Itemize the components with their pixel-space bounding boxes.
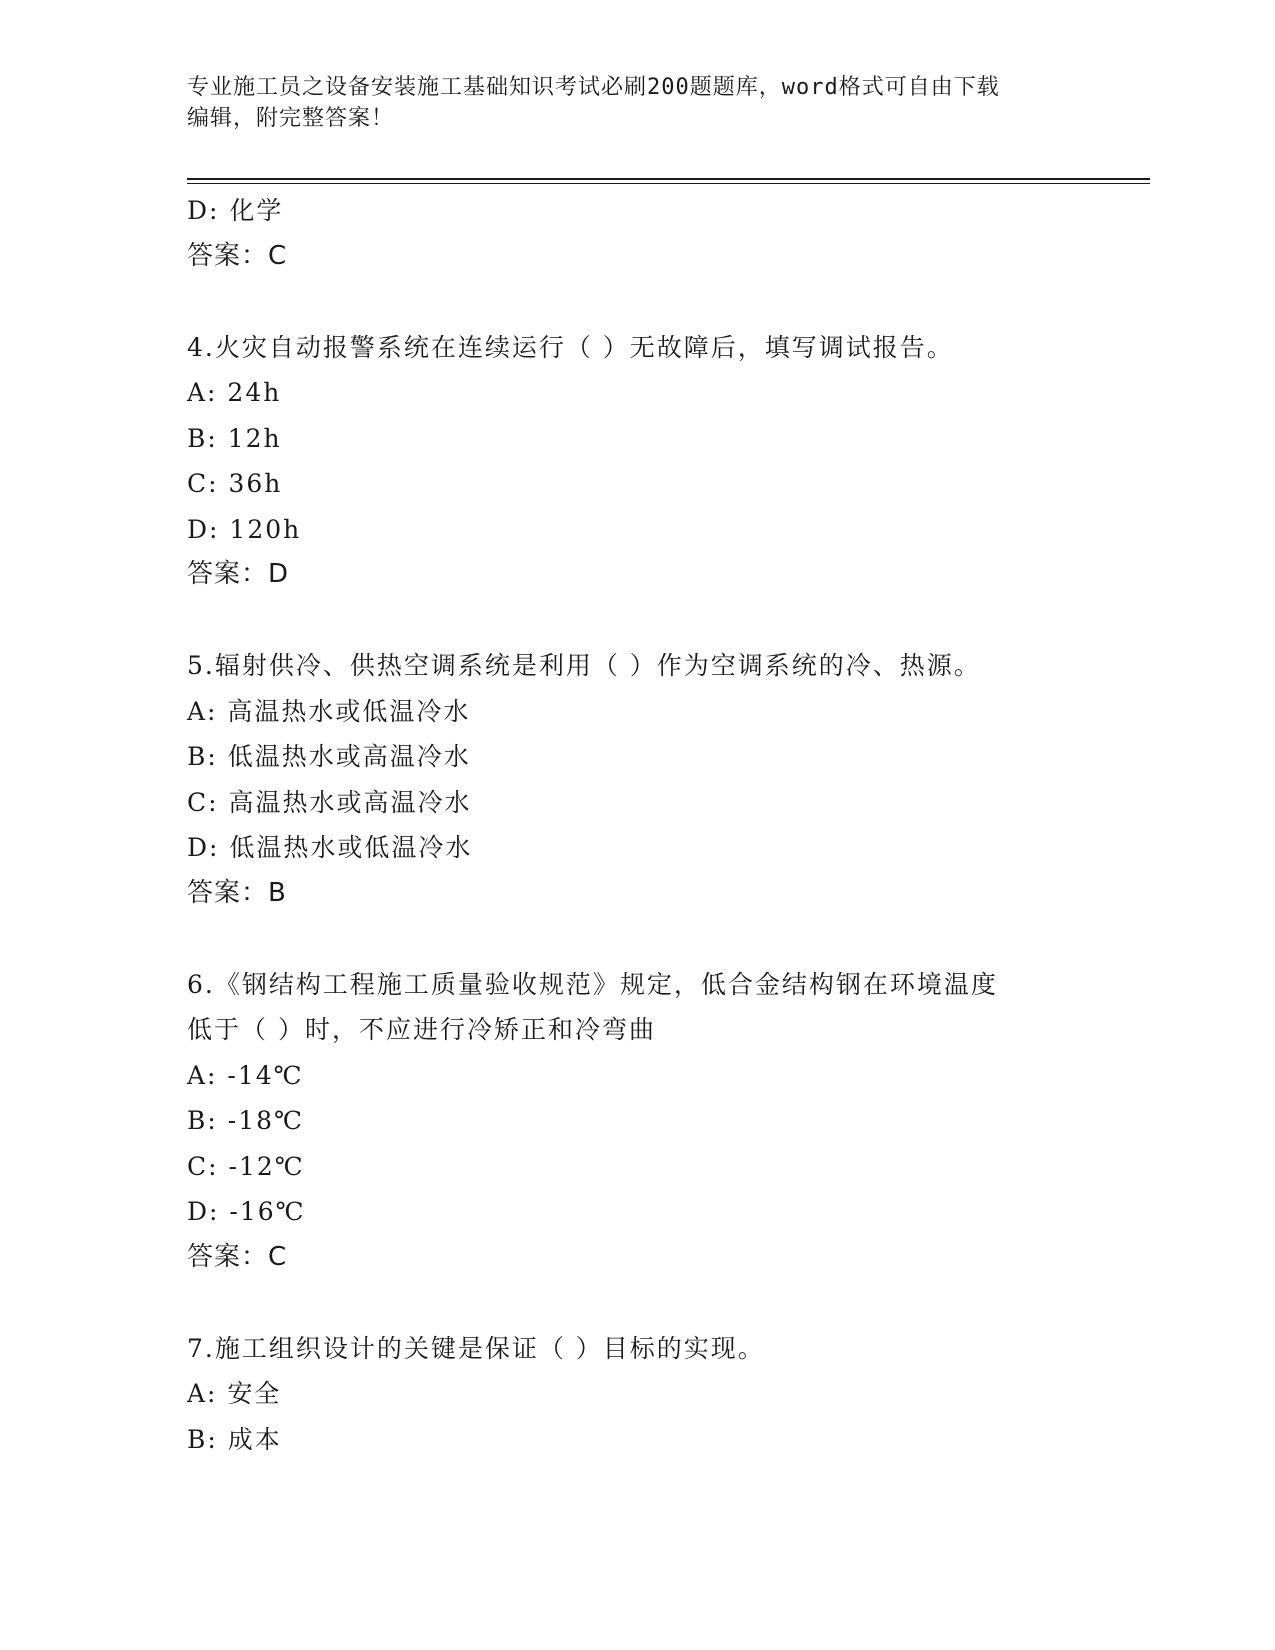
question-stem: 5.辐射供冷、供热空调系统是利用（ ）作为空调系统的冷、热源。	[187, 651, 981, 680]
option-b: B: 低温热水或高温冷水	[187, 742, 471, 771]
header-line-1: 专业施工员之设备安装施工基础知识考试必刷200题题库，word格式可自由下载	[187, 75, 1000, 100]
option-c: C: 36h	[187, 469, 283, 498]
header-divider-thick	[187, 178, 1150, 180]
document-header	[187, 72, 1067, 134]
spacer	[187, 598, 1087, 644]
option-b: B: 12h	[187, 423, 282, 453]
question-6	[187, 962, 1087, 1281]
header-line-2: 编辑，附完整答案！	[187, 106, 395, 131]
option-d: D: 化学	[187, 196, 284, 225]
spacer	[187, 279, 1087, 325]
answer-label: 答案：B	[187, 877, 287, 908]
option-d: D: 低温热水或低温冷水	[187, 833, 473, 862]
answer-label: 答案：C	[187, 1241, 288, 1272]
question-stem: 4.火灾自动报警系统在连续运行（ ）无故障后，填写调试报告。	[187, 332, 954, 362]
option-a: A: -14℃	[187, 1060, 304, 1090]
spacer	[187, 916, 1087, 962]
option-b: B: 成本	[187, 1424, 282, 1454]
option-a: A: 安全	[187, 1379, 282, 1408]
question-stem: 7.施工组织设计的关键是保证（ ）目标的实现。	[187, 1333, 765, 1363]
question-4	[187, 325, 1087, 598]
option-a: A: 高温热水或低温冷水	[187, 696, 471, 726]
header-divider-thin	[187, 183, 1150, 184]
option-c: C: 高温热水或高温冷水	[187, 787, 472, 817]
answer-label: 答案：C	[187, 240, 288, 271]
answer-label: 答案：D	[187, 559, 290, 589]
question-7	[187, 1326, 1087, 1463]
question-5	[187, 643, 1087, 916]
spacer	[187, 1280, 1087, 1326]
question-stem-line-2: 低于（ ）时，不应进行冷矫正和冷弯曲	[187, 1015, 656, 1044]
option-b: B: -18℃	[187, 1106, 304, 1135]
option-d: D: -16℃	[187, 1197, 306, 1226]
option-c: C: -12℃	[187, 1151, 305, 1181]
option-d: D: 120h	[187, 514, 302, 544]
option-a: A: 24h	[187, 378, 282, 407]
question-stem-line-1: 6.《钢结构工程施工质量验收规范》规定，低合金结构钢在环境温度	[187, 969, 998, 999]
question-3-tail	[187, 188, 1087, 279]
question-list	[187, 188, 1087, 1462]
